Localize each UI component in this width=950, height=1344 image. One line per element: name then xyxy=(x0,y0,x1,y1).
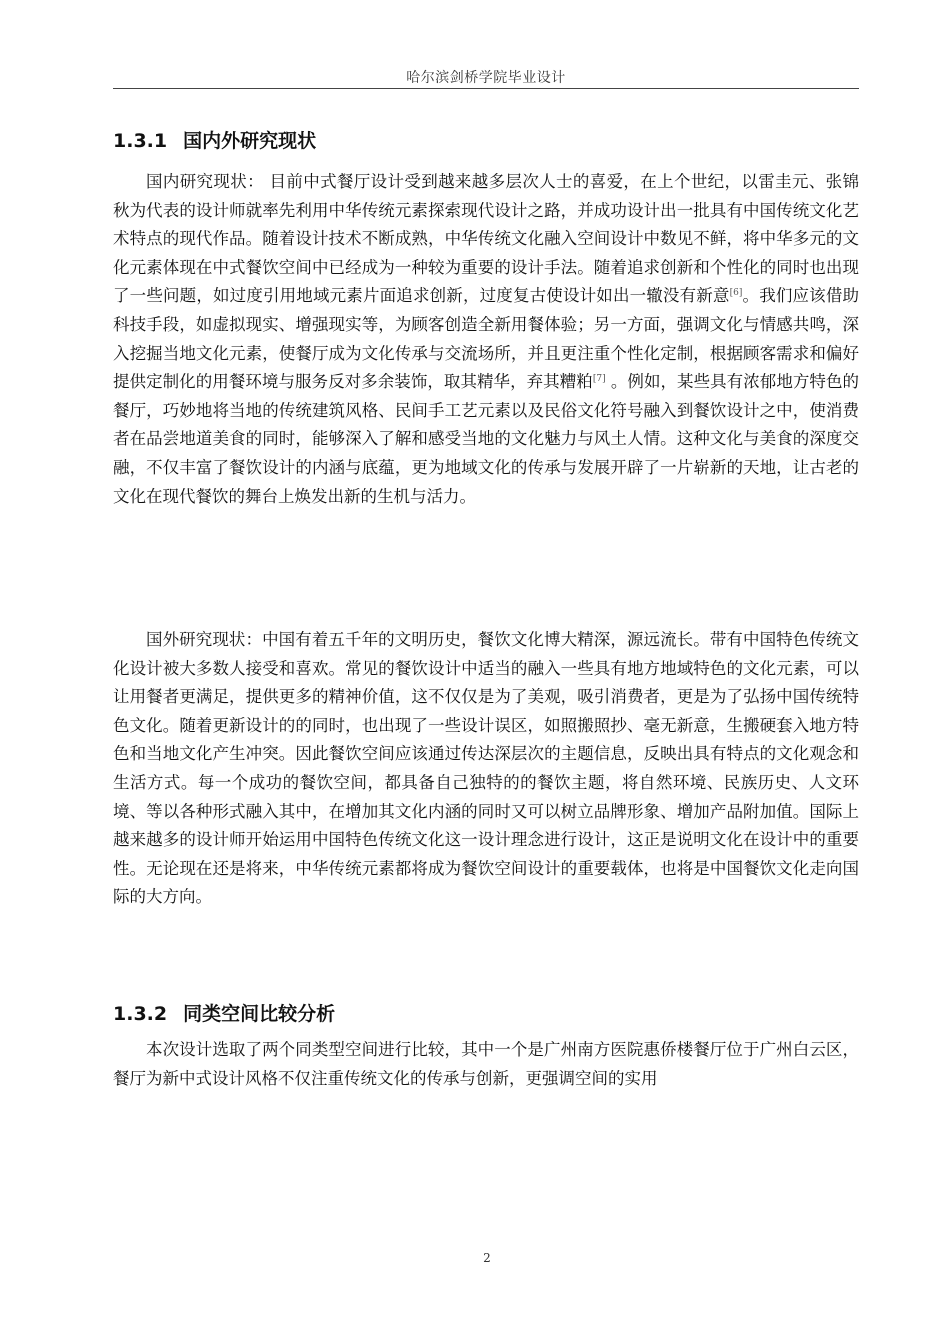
page-number: 2 xyxy=(483,1251,491,1265)
section-title: 同类空间比较分析 xyxy=(183,1003,336,1025)
paragraph-text: 国内研究现状： 目前中式餐厅设计受到越来越多层次人士的喜爱，在上个世纪，以雷圭元、张锦秋为代表的设计师就率先利用中华传统元素探索现代设计之路，并成功设计出一批具有中国传统文化艺术特点的现代作品。随着设计技术不断成熟，中华传统文化融入空间设计中数见不鲜，将中华多元的文化元素体现在中式餐饮空间中已经成为一种较为重要的设计手法。随着追求创新和个性化的同时也出现了一些问题，如过度引用地域元素片面追求创新，过度复古使设计如出一辙没有新意 xyxy=(113,172,859,306)
paragraph-domestic-research xyxy=(113,168,859,511)
paragraph-foreign-research: 国外研究现状：中国有着五千年的文明历史，餐饮文化博大精深，源远流长。带有中国特色传统文化设计被大多数人接受和喜欢。常见的餐饮设计中适当的融入一些具有地方地域特色的文化元素，可以让用餐者更满足，提供更多的精神价值，这不仅仅是为了美观，吸引消费者，更是为了弘扬中国传统特色文化。随着更新设计的的同时，也出现了一些设计误区，如照搬照抄、毫无新意，生搬硬套入地方特色和当地文化产生冲突。因此餐饮空间应该通过传达深层次的主题信息，反映出具有特点的文化观念和生活方式。每一个成功的餐饮空间，都具备自己独特的的餐饮主题，将自然环境、民族历史、人文环境、等以各种形式融入其中，在增加其文化内涵的同时又可以树立品牌形象、增加产品附加值。国际上越来越多的设计师开始运用中国特色传统文化这一设计理念进行设计，这正是说明文化在设计中的重要性。无论现在还是将来，中华传统元素都将成为餐饮空间设计的重要载体，也将是中国餐饮文化走向国际的大方向。 xyxy=(113,630,859,907)
header-divider xyxy=(113,88,859,89)
section-heading-1-3-2 xyxy=(113,999,335,1026)
citation-ref-6: [6] xyxy=(729,288,743,299)
paragraph-text: 。例如，某些具有浓郁地方特色的餐厅，巧妙地将当地的传统建筑风格、民间手工艺元素以及民俗文化符号融入到餐饮设计之中，使消费者在品尝地道美食的同时，能够深入了解和感受当地的文化魅力与风土人情。这种文化与美食的深度交融，不仅丰富了餐饮设计的内涵与底蕴，更为地域文化的传承与发展开辟了一片崭新的天地，让古老的文化在现代餐饮的舞台上焕发出新的生机与活力。 xyxy=(113,372,860,506)
paragraph-text: 。我们应该借助科技手段，如虚拟现实、增强现实等，为顾客创造全新用餐体验；另一方面，强调文化与情感共鸣，深入挖掘当地文化元素，使餐厅成为文化传承与交流场所，并且更注重个性化定制，根据顾客需求和偏好提供定制化的用餐环境与服务反对多余装饰，取其精华，弃其糟粕 xyxy=(113,286,860,392)
section-heading-1-3-1 xyxy=(113,126,316,153)
paragraph-comparison: 本次设计选取了两个同类型空间进行比较，其中一个是广州南方医院惠侨楼餐厅位于广州白云区，餐厅为新中式设计风格不仅注重传统文化的传承与创新，更强调空间的实用 xyxy=(113,1040,859,1088)
section-title: 国内外研究现状 xyxy=(183,130,317,152)
section-number: 1.3.1 xyxy=(113,130,168,152)
page-header: 哈尔滨剑桥学院毕业设计 xyxy=(406,70,566,86)
section-number: 1.3.2 xyxy=(113,1003,168,1025)
citation-ref-7: [7] xyxy=(592,374,606,385)
